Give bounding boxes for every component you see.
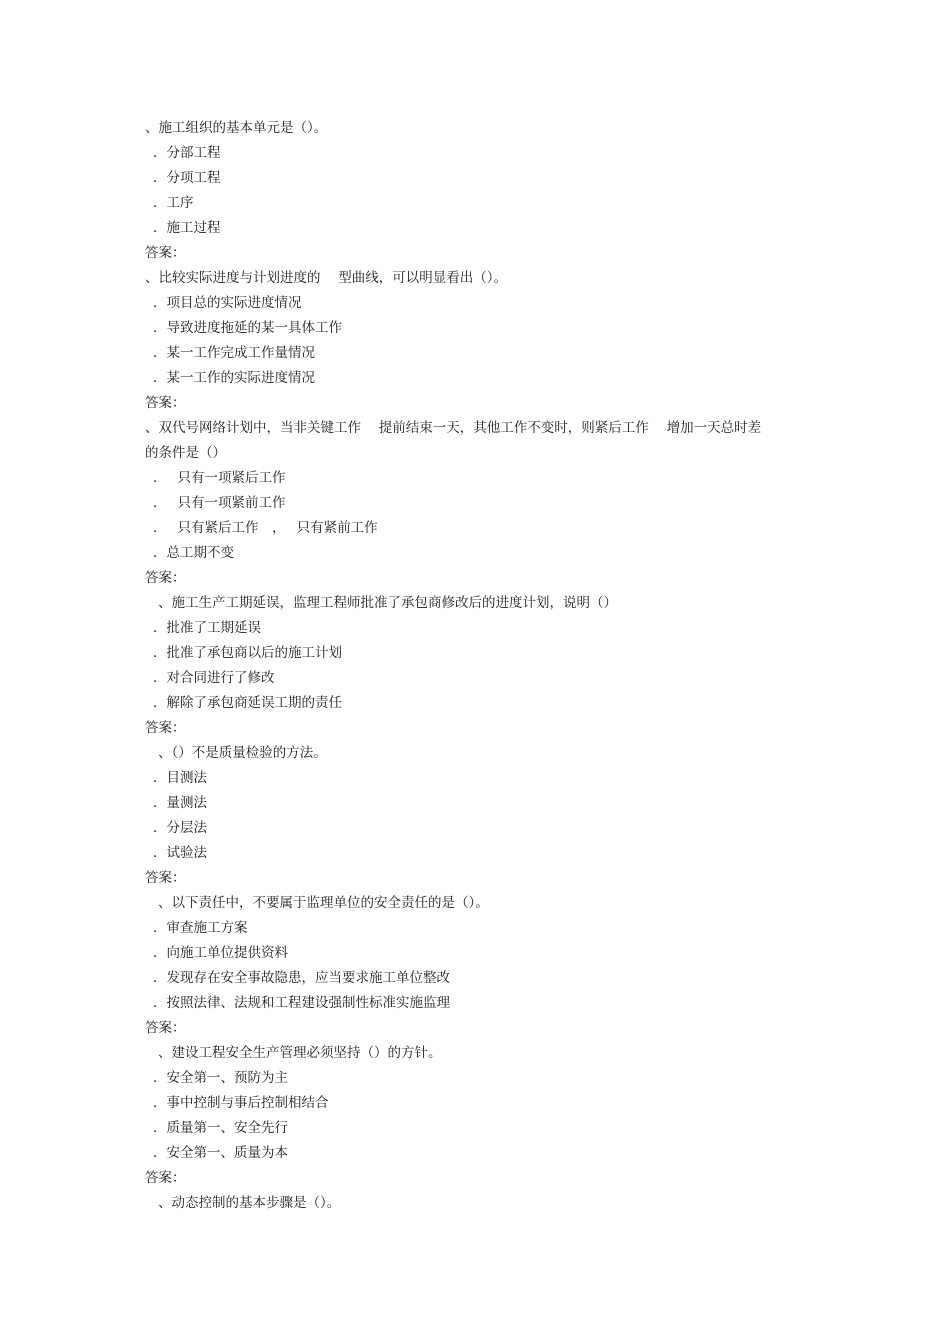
question-7-option-b: ．事中控制与事后控制相结合	[153, 1095, 329, 1111]
question-3-option-d: ．总工期不变	[153, 545, 234, 561]
question-1-answer: 答案：	[145, 245, 186, 261]
question-7-option-d: ．安全第一、质量为本	[153, 1145, 288, 1161]
question-6-option-c: ．发现存在安全事故隐患，应当要求施工单位整改	[153, 970, 450, 986]
question-3-option-a: ． 只有一项紧后工作	[153, 470, 286, 486]
question-3-answer: 答案：	[145, 570, 186, 586]
question-4-option-b: ．批准了承包商以后的施工计划	[153, 645, 342, 661]
question-4-stem: 、施工生产工期延误，监理工程师批准了承包商修改后的进度计划，说明（）	[158, 595, 617, 611]
question-3-stem-continued: 的条件是（）	[145, 445, 226, 461]
question-3-option-c: ． 只有紧后工作 ， 只有紧前工作	[153, 520, 378, 536]
question-7-option-c: ．质量第一、安全先行	[153, 1120, 288, 1136]
question-6-option-b: ．向施工单位提供资料	[153, 945, 288, 961]
question-6-stem: 、以下责任中，不要属于监理单位的安全责任的是（）。	[158, 895, 489, 911]
question-5-option-c: ．分层法	[153, 820, 207, 836]
question-4-option-a: ．批准了工期延误	[153, 620, 261, 636]
question-8-stem: 、动态控制的基本步骤是（）。	[158, 1195, 341, 1211]
document-body	[145, 116, 825, 1216]
question-4-answer: 答案：	[145, 720, 186, 736]
question-5-option-b: ．量测法	[153, 795, 207, 811]
question-7-answer: 答案：	[145, 1170, 186, 1186]
question-2-option-d: ．某一工作的实际进度情况	[153, 370, 315, 386]
question-2-option-c: ．某一工作完成工作量情况	[153, 345, 315, 361]
question-5-stem: 、（）不是质量检验的方法。	[158, 745, 327, 761]
question-7-stem: 、建设工程安全生产管理必须坚持（）的方针。	[158, 1045, 442, 1061]
question-7-option-a: ．安全第一、预防为主	[153, 1070, 288, 1086]
question-5-option-a: ．目测法	[153, 770, 207, 786]
question-6-option-d: ．按照法律、法规和工程建设强制性标准实施监理	[153, 995, 450, 1011]
question-2-option-b: ．导致进度拖延的某一具体工作	[153, 320, 342, 336]
question-4-option-d: ．解除了承包商延误工期的责任	[153, 695, 342, 711]
question-2-answer: 答案：	[145, 395, 186, 411]
question-1-option-d: ．施工过程	[153, 220, 221, 236]
question-5-answer: 答案：	[145, 870, 186, 886]
question-1-option-c: ．工序	[153, 195, 194, 211]
question-1-option-b: ．分项工程	[153, 170, 221, 186]
question-1-stem: 、施工组织的基本单元是（）。	[145, 120, 328, 136]
question-3-option-b: ． 只有一项紧前工作	[153, 495, 286, 511]
question-2-stem: 、比较实际进度与计划进度的 型曲线，可以明显看出（）。	[145, 270, 508, 286]
question-2-option-a: ．项目总的实际进度情况	[153, 295, 302, 311]
question-1-option-a: ．分部工程	[153, 145, 221, 161]
question-6-option-a: ．审查施工方案	[153, 920, 248, 936]
question-3-stem: 、双代号网络计划中，当非关键工作 提前结束一天，其他工作不变时，则紧后工作 增加一天总时差	[145, 420, 762, 436]
question-6-answer: 答案：	[145, 1020, 186, 1036]
question-4-option-c: ．对合同进行了修改	[153, 670, 275, 686]
question-5-option-d: ．试验法	[153, 845, 207, 861]
